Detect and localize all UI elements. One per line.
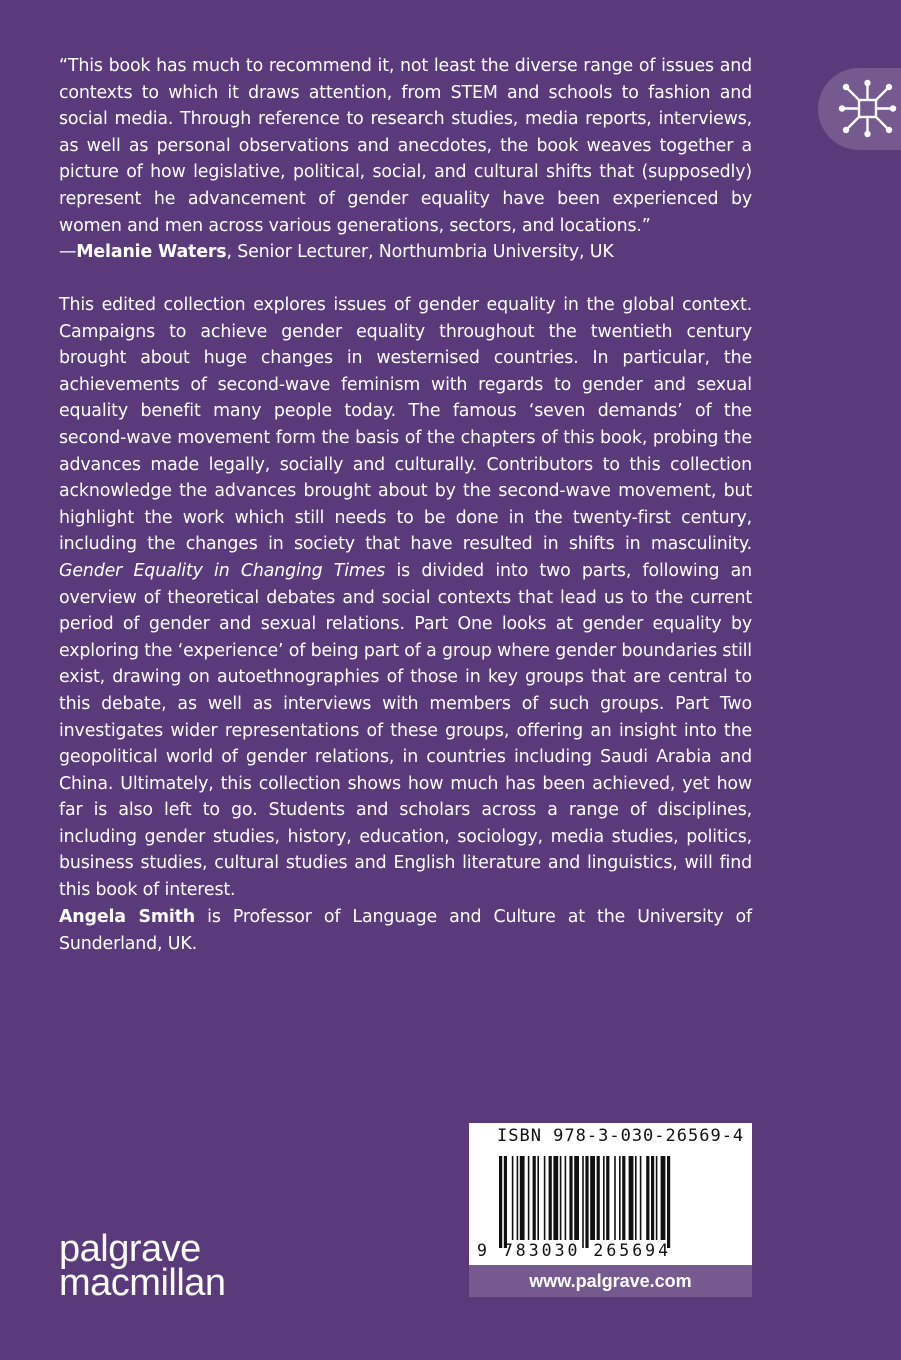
barcode-bar xyxy=(614,1156,616,1240)
barcode-bar xyxy=(533,1156,536,1240)
barcode-bar xyxy=(640,1156,642,1240)
barcode-bar xyxy=(629,1156,634,1240)
barcode-bar xyxy=(569,1156,572,1240)
isbn-label: ISBN 978-3-030-26569-4 xyxy=(497,1126,745,1146)
barcode-bar xyxy=(603,1156,605,1240)
quote-text: “This book has much to recommend it, not least the diverse range of issues and contexts to which it draws attention, from STEM and schools to fashion and social media. Through reference to research studies, media reports, interviews, as well as personal observations and anecdotes, the book weaves together a picture of how legislative, political, social, and cultural shifts that (supposedly) represent he advancement of gender equality have been experienced by women and men across various generations, sectors, and locations.” xyxy=(59,56,752,236)
barcode-bar xyxy=(619,1156,621,1240)
barcode-digits: 9 783030 265694 xyxy=(477,1241,672,1260)
author-bio-text: is Professor of Language and Culture at the University of Sunderland, UK. xyxy=(59,907,752,954)
publisher-wordmark xyxy=(59,1228,226,1304)
barcode-bar xyxy=(528,1156,530,1240)
barcode-bar xyxy=(622,1156,625,1240)
barcode-bar xyxy=(582,1156,584,1248)
barcode-bar xyxy=(517,1156,519,1240)
publisher-line-2: macmillan xyxy=(59,1262,226,1304)
barcode-bar xyxy=(606,1156,609,1240)
barcode-bar xyxy=(544,1156,546,1240)
barcode-bar xyxy=(549,1156,552,1240)
barcode-bar xyxy=(646,1156,649,1240)
barcode-bar xyxy=(537,1156,539,1240)
barcode-bar xyxy=(651,1156,654,1240)
barcode-bar xyxy=(635,1156,637,1240)
barcode-bar xyxy=(499,1156,502,1248)
book-description xyxy=(59,292,752,904)
description-part-1: This edited collection explores issues of gender equality in the global context. Campaigns to achieve gender equality throughout the twentieth century brought about huge changes in westernised countries. In particular, the achievements of second-wave feminism with regards to gender and sexual equality benefit many people today. The famous ‘seven demands’ of the second-wave movement form the basis of the chapters of this book, probing the advances made legally, socially and culturally. Contributors to this collection acknowledge the advances brought about by the second-wave movement, but highlight the work which still needs to be done in the twenty-first century, including the changes in society that have resulted in shifts in masculinity. xyxy=(59,295,752,555)
quote-attribution xyxy=(59,239,752,266)
barcode-bar xyxy=(667,1156,670,1248)
barcode-bar xyxy=(560,1156,562,1240)
description-part-2: is divided into two parts, following an overview of theoretical debates and social contexts that lead us to the current period of gender and sexual relations. Part One looks at gender equality by exploring the ‘experience’ of being part of a group where gender boundaries still exist, drawing on autoethnographies of those in key groups that are central to this debate, as well as interviews with members of such groups. Part Two investigates wider representations of these groups, offering an insight into the geopolitical world of gender relations, in countries including Saudi Arabia and China. Ultimately, this collection shows how much has been achieved, yet how far is also left to go. Students and scholars across a range of disciplines, including gender studies, history, education, sociology, media studies, politics, business studies, cultural studies and English literature and linguistics, will find this book of interest. xyxy=(59,560,752,901)
author-bio xyxy=(59,904,752,957)
barcode-bar xyxy=(585,1156,588,1248)
barcode-bar xyxy=(656,1156,658,1240)
publisher-line-1: palgrave xyxy=(59,1228,201,1270)
barcode-box xyxy=(469,1123,752,1297)
publisher-logo-badge xyxy=(818,68,901,150)
barcode-bar xyxy=(553,1156,558,1240)
author-name: Angela Smith xyxy=(59,907,196,927)
publisher-url: www.palgrave.com xyxy=(469,1265,752,1297)
attribution-dash: — xyxy=(59,242,77,263)
reviewer-name: Melanie Waters xyxy=(76,242,227,263)
review-quote xyxy=(59,53,752,266)
reviewer-affiliation: , Senior Lecturer, Northumbria University, UK xyxy=(226,242,614,263)
barcode-bar xyxy=(565,1156,567,1240)
barcode-bar xyxy=(590,1156,595,1240)
palgrave-star-icon xyxy=(838,77,898,141)
book-title: Gender Equality in Changing Times xyxy=(59,560,386,581)
barcode-bar xyxy=(504,1156,507,1248)
barcode-bar xyxy=(574,1156,579,1240)
barcode-bar xyxy=(512,1156,514,1240)
barcode-bar xyxy=(597,1156,600,1240)
barcode-bar xyxy=(661,1156,666,1240)
barcode-bar xyxy=(520,1156,525,1240)
